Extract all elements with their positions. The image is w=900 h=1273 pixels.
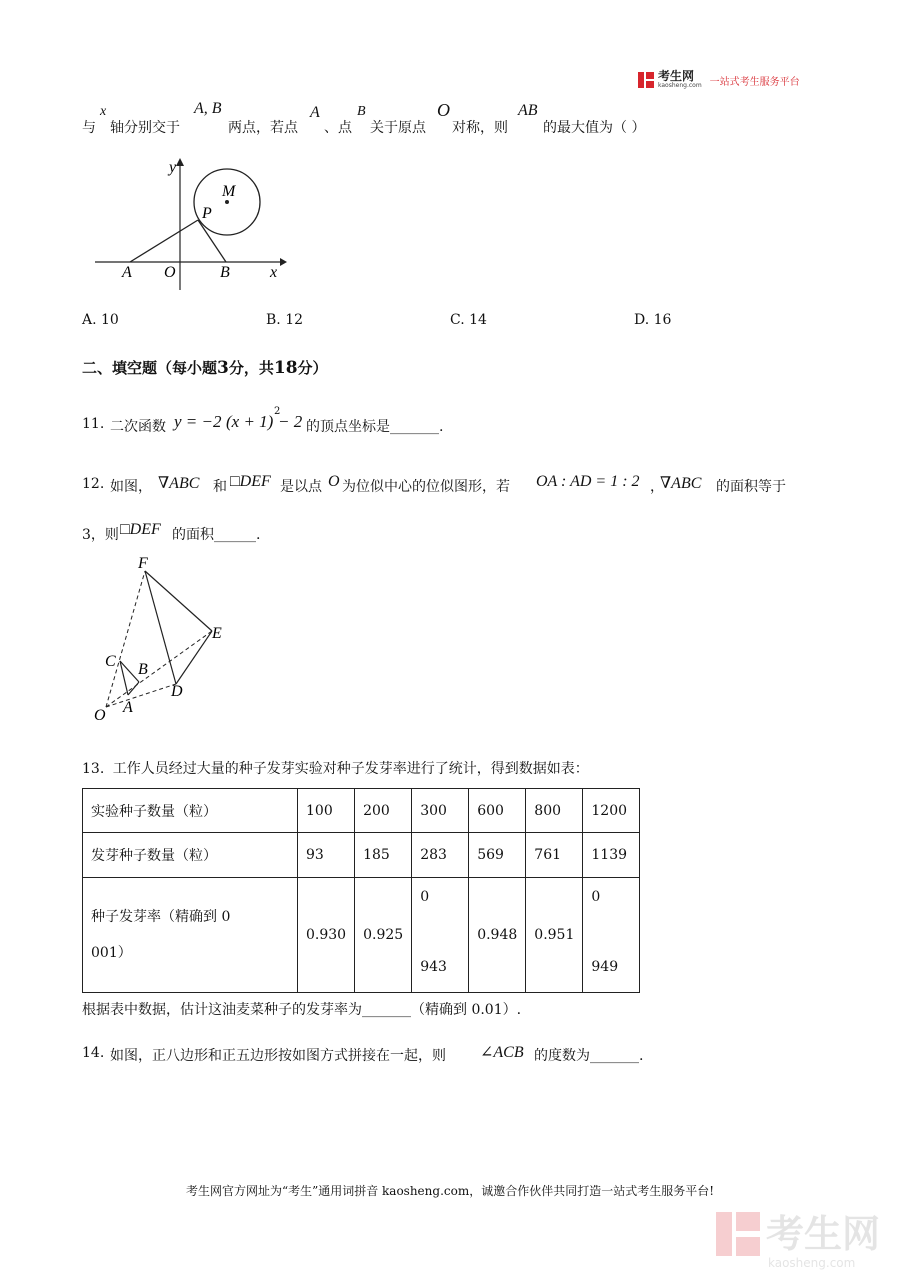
label-A: A xyxy=(122,264,132,281)
watermark xyxy=(716,1212,881,1270)
option-a[interactable]: A. 10 xyxy=(82,312,119,328)
logo-icon xyxy=(638,72,654,88)
watermark-domain: kaosheng.com xyxy=(768,1256,856,1270)
option-c[interactable]: C. 14 xyxy=(450,312,487,328)
option-b[interactable]: B. 12 xyxy=(266,312,304,328)
label-C: C xyxy=(105,653,116,670)
label-F: F xyxy=(138,555,148,572)
q13-stem: 13. 工作人员经过大量的种子发芽实验对种子发芽率进行了统计，得到数据如表： xyxy=(82,761,589,777)
label-O: O xyxy=(164,264,176,281)
q10-figure xyxy=(90,152,290,292)
logo-name: 考生网 xyxy=(658,69,695,83)
section-title: 二、填空题（每小题3分，共18分） xyxy=(82,358,328,378)
label-E: E xyxy=(212,625,222,642)
label-D: D xyxy=(171,683,183,700)
label-A2: A xyxy=(123,699,133,716)
header-logo[interactable] xyxy=(638,71,800,89)
label-O2: O xyxy=(94,707,106,724)
label-M: M xyxy=(222,183,236,200)
label-P: P xyxy=(202,205,212,222)
table-row: 种子发芽率（精确到 0 001） 0.930 0.925 0 943 0.948 0.951 0 949 xyxy=(83,878,640,993)
logo-text xyxy=(658,71,702,89)
option-d[interactable]: D. 16 xyxy=(634,312,672,328)
q12-figure xyxy=(88,550,238,730)
label-y: y xyxy=(169,159,177,176)
label-x: x xyxy=(270,264,278,281)
seed-table xyxy=(82,788,640,993)
header-slogan: 一站式考生服务平台 xyxy=(709,76,800,88)
footer-text: 考生网官方网址为“考生”通用词拼音 kaosheng.com，诚邀合作伙伴共同打造一站式考生服务平台! xyxy=(185,1184,715,1198)
table-row: 实验种子数量（粒） 100 200 300 600 800 1200 xyxy=(83,789,640,833)
q13-after: 根据表中数据，估计这油麦菜种子的发芽率为_______（精确到 0.01）. xyxy=(82,1002,522,1018)
label-B2: B xyxy=(138,661,148,678)
label-B: B xyxy=(220,264,230,281)
watermark-name: 考生网 xyxy=(766,1212,881,1256)
watermark-logo-icon xyxy=(716,1212,760,1256)
table-row: 发芽种子数量（粒） 93 185 283 569 761 1139 xyxy=(83,833,640,878)
logo-domain: kaosheng.com xyxy=(658,82,702,89)
rate-label-cell: 种子发芽率（精确到 0 001） xyxy=(83,878,298,993)
